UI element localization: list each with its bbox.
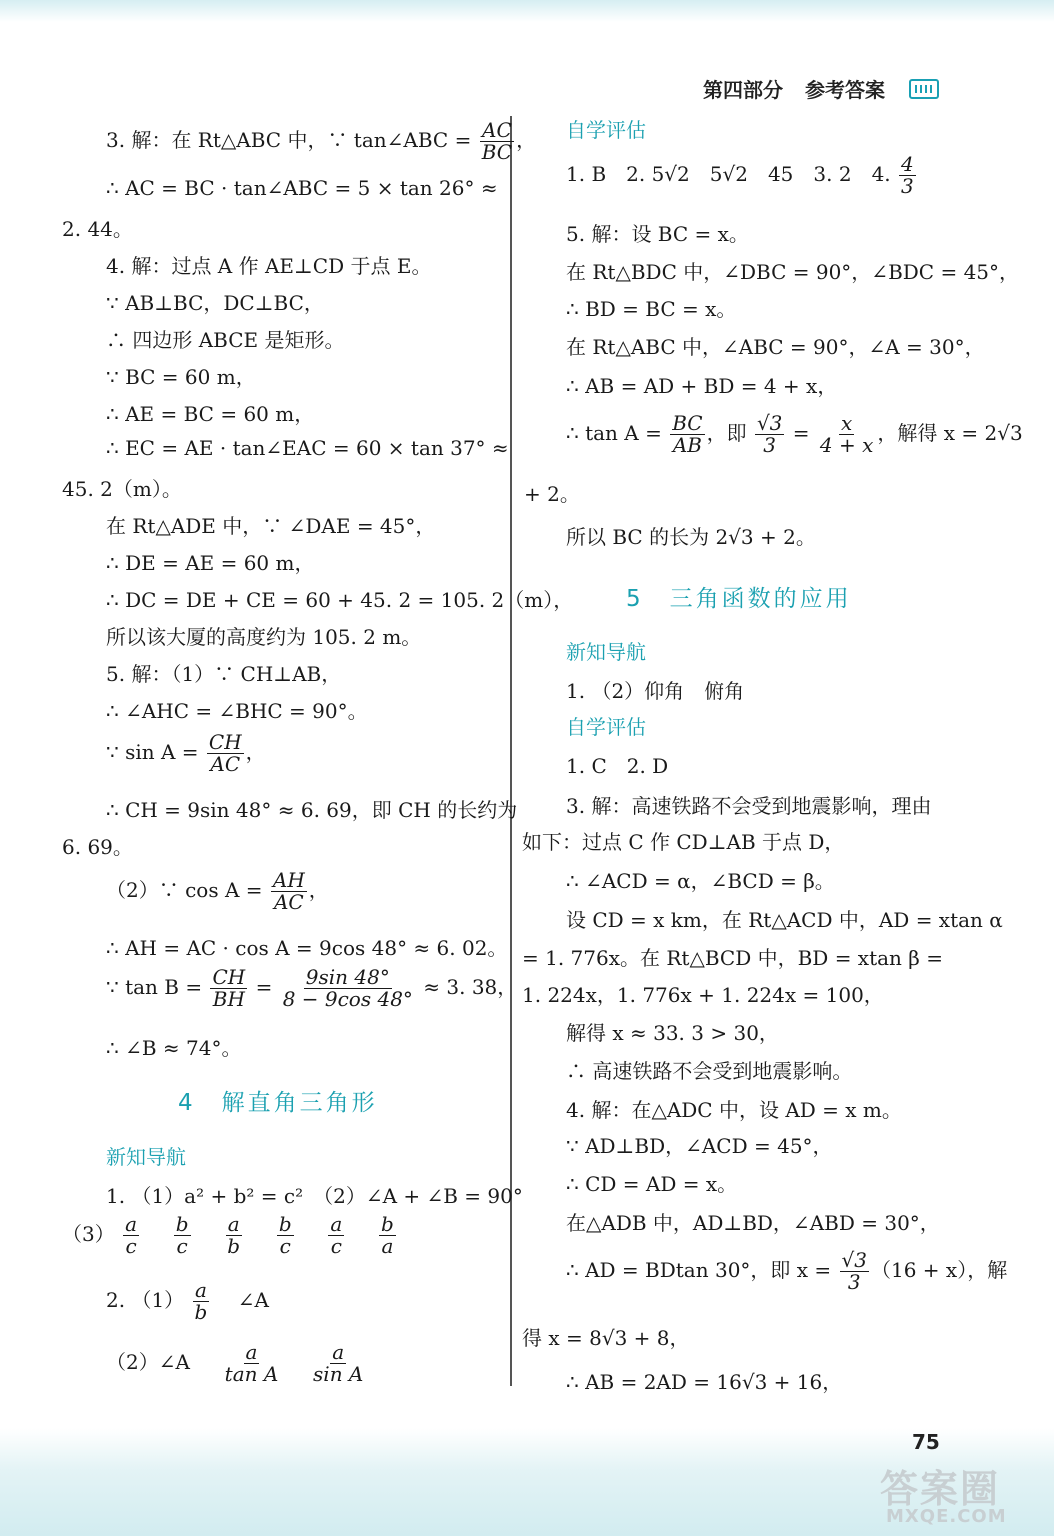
answer-line: ∴ AC = BC · tan∠ABC = 5 × tan 26° ≈ xyxy=(106,176,498,200)
answer-line: （2）∠A $\frac{a}{\text{tan A}}$ $\frac{a}{\text{sin A}}$ xyxy=(106,1340,364,1386)
fraction: $\frac{CH}{AC}$ xyxy=(208,730,242,776)
section-heading: 新知导航 xyxy=(566,640,646,664)
answer-line: ∴ AB = 2AD = 16√3 + 16， xyxy=(566,1370,843,1394)
fraction: $\frac{a}{c}$ xyxy=(125,1212,138,1258)
answer-line: ∴ ∠B ≈ 74°。 xyxy=(106,1036,242,1060)
answer-line: 4. 解：过点 A 作 AE⊥CD 于点 E。 xyxy=(106,254,432,278)
answer-line: ∴ DC = DE + CE = 60 + 45. 2 = 105. 2（m）， xyxy=(106,588,574,612)
section-heading: 自学评估 xyxy=(566,118,646,142)
answer-line: 所以 BC 的长为 2√3 + 2。 xyxy=(566,525,816,549)
answer-line: ∵ BC = 60 m， xyxy=(106,365,256,389)
answer-line: ∵ sin A = $\frac{CH}{AC}$ ， xyxy=(106,730,266,776)
fraction: $\frac{9\sin 48^\circ}{8 - 9\cos 48^\circ}$ xyxy=(282,965,413,1011)
answer-line: 5. 解：设 BC = x。 xyxy=(566,222,749,246)
answer-line: ∴ AE = BC = 60 m， xyxy=(106,402,315,426)
answer-line: ∴ 四边形 ABCE 是矩形。 xyxy=(106,328,345,352)
answer-line: ∴ tan A = $\frac{BC}{AB}$ ，即 $\frac{√3}{3}$ = $\frac{x}{4 + x}$ ，解得 x = 2√3 xyxy=(566,411,1023,457)
answer-line: 得 x = 8√3 + 8， xyxy=(522,1326,690,1350)
fraction: $\frac{√3}{3}$ xyxy=(756,411,783,457)
answer-line: 1. B 2. 5√2 5√2 45 3. 2 4. $\frac{4}{3}$ xyxy=(566,152,914,198)
answer-line: + 2。 xyxy=(524,482,580,506)
answer-line: 如下：过点 C 作 CD⊥AB 于点 D， xyxy=(522,830,845,854)
fraction: $\frac{AC}{BC}$ xyxy=(481,118,513,164)
answer-line: 4. 解：在△ADC 中，设 AD = x m。 xyxy=(566,1098,902,1122)
answer-line: = 1. 776x。在 Rt△BCD 中，BD = xtan β = xyxy=(522,946,943,970)
answer-line: ∴ EC = AE · tan∠EAC = 60 × tan 37° ≈ xyxy=(106,436,509,460)
header-title: 参考答案 xyxy=(805,78,885,102)
answer-line: ∴ AD = BDtan 30°，即 x = $\frac{√3}{3}$ （16 + x），解 xyxy=(566,1248,1008,1294)
fraction: $\frac{a}{\text{tan A}}$ xyxy=(224,1340,279,1386)
fraction: $\frac{a}{c}$ xyxy=(330,1212,343,1258)
answer-line: 5. 解：（1）∵ CH⊥AB， xyxy=(106,662,342,686)
answer-line: ∴ BD = BC = x。 xyxy=(566,297,737,321)
answer-line: 2. （1） $\frac{a}{b}$ ∠A xyxy=(106,1278,269,1324)
fraction: $\frac{a}{\text{sin A}}$ xyxy=(313,1340,364,1386)
answer-line: ∴ CD = AD = x。 xyxy=(566,1172,738,1196)
answer-line: 设 CD = x km，在 Rt△ACD 中，AD = xtan α xyxy=(566,908,1003,932)
answer-line: ∴ ∠ACD = α，∠BCD = β。 xyxy=(566,869,835,893)
answer-line: （2）∵ cos A = $\frac{AH}{AC}$ ， xyxy=(106,868,329,914)
answer-line: ∴ 高速铁路不会受到地震影响。 xyxy=(566,1059,853,1083)
fraction: $\frac{CH}{BH}$ xyxy=(212,965,246,1011)
section-heading: 自学评估 xyxy=(566,715,646,739)
answer-line: ∴ DE = AE = 60 m， xyxy=(106,551,315,575)
answer-line: ∴ AB = AD + BD = 4 + x， xyxy=(566,374,838,398)
answer-line: 45. 2（m）。 xyxy=(62,477,182,501)
answer-line: 1. 224x，1. 776x + 1. 224x = 100， xyxy=(522,983,884,1007)
chapter-heading: 5 三角函数的应用 xyxy=(626,586,852,612)
answer-line: ∴ CH = 9sin 48° ≈ 6. 69，即 CH 的长约为 xyxy=(106,798,518,822)
fraction: $\frac{√3}{3}$ xyxy=(841,1248,867,1294)
fraction: $\frac{AH}{AC}$ xyxy=(272,868,305,914)
answer-line: （3） $\frac{a}{c}$ $\frac{b}{c}$ $\frac{a}{b}$ $\frac{b}{c}$ $\frac{a}{c}$ $\frac{b}{a}$ xyxy=(62,1212,394,1258)
answer-line: ∴ AH = AC · cos A = 9cos 48° ≈ 6. 02。 xyxy=(106,936,508,960)
section-heading: 新知导航 xyxy=(106,1145,186,1169)
fraction: $\frac{a}{b}$ xyxy=(227,1212,241,1258)
fraction: $\frac{BC}{AB}$ xyxy=(672,411,703,457)
answer-line: 解得 x ≈ 33. 3 > 30， xyxy=(566,1021,779,1045)
answer-line: ∴ ∠AHC = ∠BHC = 90°。 xyxy=(106,699,368,723)
fraction: $\frac{a}{b}$ xyxy=(194,1278,208,1324)
answer-line: 在△ADB 中，AD⊥BD，∠ABD = 30°， xyxy=(566,1211,940,1235)
answer-line: 在 Rt△BDC 中，∠DBC = 90°，∠BDC = 45°， xyxy=(566,260,1020,284)
answer-line: 3. 解：高速铁路不会受到地震影响，理由 xyxy=(566,794,932,818)
answer-line: 在 Rt△ADE 中，∵ ∠DAE = 45°， xyxy=(106,514,436,538)
answer-line: 所以该大厦的高度约为 105. 2 m。 xyxy=(106,625,422,649)
fraction: $\frac{x}{4 + x}$ xyxy=(819,411,874,457)
answer-line: 1. （1）a² + b² = c² （2）∠A + ∠B = 90° xyxy=(106,1184,523,1208)
chapter-heading: 4 解直角三角形 xyxy=(178,1090,378,1116)
site-watermark: 答案圈 MXQE.COM xyxy=(880,1467,1007,1527)
answer-line: 1. C 2. D xyxy=(566,754,669,778)
answer-line: 6. 69。 xyxy=(62,835,133,859)
answer-line: ∵ tan B = $\frac{CH}{BH}$ = $\frac{9\sin 48^\circ}{8 - 9\cos 48^\circ}$ ≈ 3. 38， xyxy=(106,965,518,1011)
header-part: 第四部分 xyxy=(703,78,783,102)
answer-line: 1. （2）仰角 俯角 xyxy=(566,679,745,703)
answer-line: ∵ AD⊥BD，∠ACD = 45°， xyxy=(566,1134,833,1158)
page-number: 75 xyxy=(912,1430,940,1454)
answer-line: 3. 解：在 Rt△ABC 中，∵ tan∠ABC = $\frac{AC}{BC}$ ， xyxy=(106,118,537,164)
fraction: $\frac{b}{c}$ xyxy=(278,1212,292,1258)
fraction: $\frac{4}{3}$ xyxy=(901,152,914,198)
fraction: $\frac{b}{a}$ xyxy=(381,1212,394,1258)
answer-line: 在 Rt△ABC 中，∠ABC = 90°，∠A = 30°， xyxy=(566,335,985,359)
answer-line: 2. 44。 xyxy=(62,217,133,241)
fraction: $\frac{b}{c}$ xyxy=(175,1212,189,1258)
answer-line: ∵ AB⊥BC，DC⊥BC， xyxy=(106,291,324,315)
